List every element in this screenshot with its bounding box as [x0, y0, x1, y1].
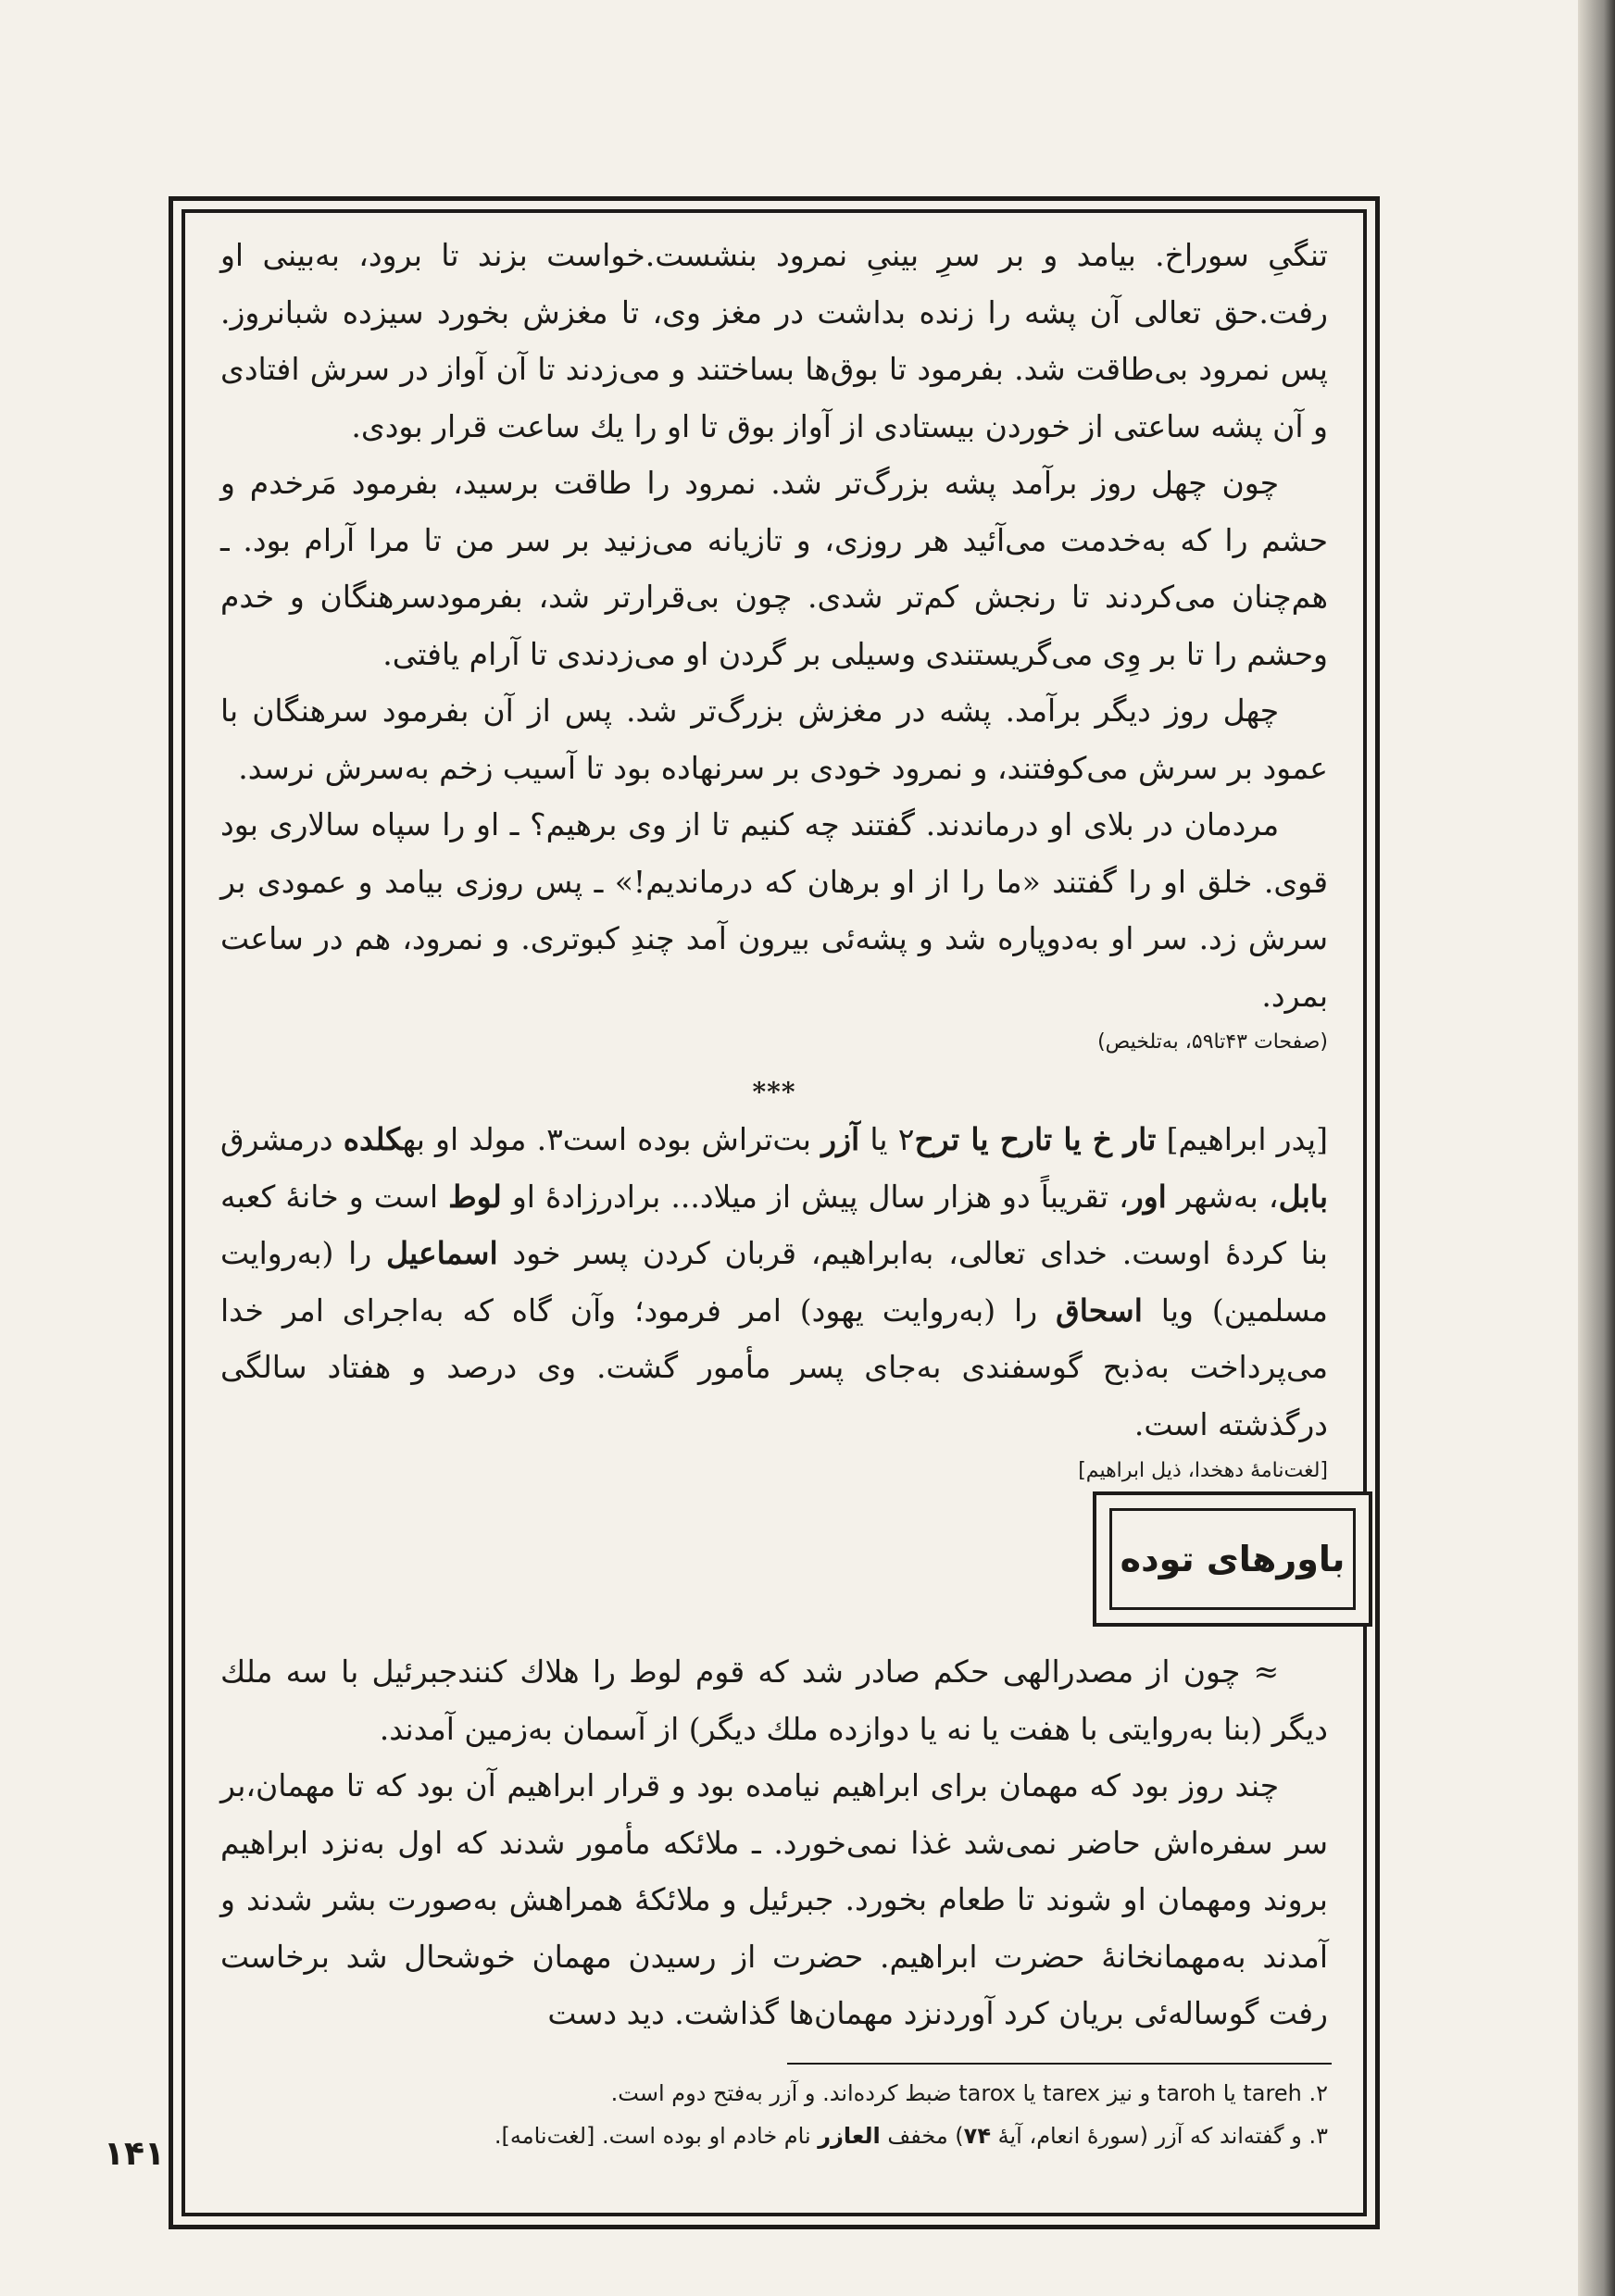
text-run: یا [1216, 2080, 1244, 2106]
text-run: نام خادم او بوده است. [لغت‌نامه]. [494, 2123, 819, 2149]
source-citation-1: (صفحات ۴۳تا۵۹، به‌تلخیص) [1097, 1030, 1328, 1054]
footnote-number: ۲. [1308, 2080, 1328, 2106]
text-run: taroh [1157, 2080, 1217, 2106]
paragraph-folk-1: ≈ چون از مصدرالهی حکم صادر شد که قوم لوط را هلاك کنندجبرئیل با سه ملك دیگر (بنا به‌روایتی با هفت یا نه یا دوازده ملك دیگر) از آسمان به‌زمین آمدند. [220, 1653, 1328, 1747]
section-separator: *** [752, 1077, 796, 1107]
text-run: درمشرق [220, 1121, 344, 1157]
page-number: ۱۴۱ [104, 2135, 165, 2173]
scan-edge [1578, 0, 1615, 2296]
text-run: یا [1015, 2080, 1044, 2106]
text-run: ، تقریباً دو هزار سال پیش از میلاد... برادرزادهٔ او [501, 1178, 1129, 1215]
paragraph-folk-2: چند روز بود که مهمان برای ابراهیم نیامده بود و قرار ابراهیم آن بود که تا مهمان،بر سر سفره‌اش حاضر نمی‌شد غذا نمی‌خورد. ـ ملائکه مأمور شدند که اول به‌نزد ابراهیم بروند ومهمان او شوند تا طعام بخورد. جبرئیل و ملائکهٔ همراهش به‌صورت بشر شدند و آمدند به‌مهمانخانهٔ حضرت ابراهیم. حضرت از رسیدن مهمان خوشحال شد برخاست رفت گوساله‌ئی بریان کرد آوردنزد مهمان‌ها گذاشت. دید دست [220, 1767, 1328, 2031]
paragraph-nimrod-2: چون چهل روز برآمد پشه بزرگ‌تر شد. نمرود را طاقت برسید، بفرمود مَرخدم و حشم را که به‌خدمت می‌آئید هر روزی، و تازیانه می‌زنید بر سر من تا مرا آرام بود. ـ هم‌چنان می‌کردند تا رنجش کم‌تر شدی. چون بی‌قرارتر شد، بفرمودسرهنگان و خدم وحشم را تا بر وِی می‌گریستندی وسیلی بر گردن او می‌زدندی تا آرام یافتی. [220, 465, 1328, 672]
footnotes [220, 2072, 1328, 2157]
text-run: [پدر ابراهیم] [1156, 1121, 1328, 1157]
folk-beliefs-text [220, 1643, 1328, 2042]
paragraph-nimrod-4: مردمان در بلای او درماندند. گفتند چه کنیم تا از وی برهیم؟ ـ او را سپاه سالاری بود قوی. خلق او را گفتند «ما را از او برهان که درماندیم!» ـ پس روزی بیامد و عمودی بر سرش زد. سر او به‌دوپاره شد و پشه‌ئی بیرون آمد چندِ کبوتری. و نمرود، هم در ساعت بمرد. [220, 806, 1328, 1014]
footnote-3 [220, 2115, 1328, 2157]
section-heading: باورهای توده [1109, 1508, 1356, 1610]
text-run: ۲ یا [859, 1121, 915, 1157]
bold-name-ishaq: اسحاق [1056, 1292, 1143, 1329]
source-citation-2: [لغت‌نامهٔ دهخدا، ذیل ابراهیم] [1078, 1459, 1328, 1482]
text-run: ۷۴ [963, 2123, 991, 2149]
text-run: ۳. مولد او به [402, 1121, 563, 1157]
paragraph-nimrod-3: چهل روز دیگر برآمد. پشه در مغزش بزرگ‌تر شد. پس از آن بفرمود سرهنگان با عمود بر سرش می‌کوفتند، و نمرود خودی بر سرنهاده بود تا آسیب زخم به‌سرش نرسد. [220, 693, 1328, 786]
bold-name-chaldea: کلده [343, 1121, 403, 1157]
bold-name-azar: آزر [821, 1121, 860, 1157]
text-run: العازر [818, 2123, 881, 2149]
bold-name-lot: لوط [448, 1178, 502, 1215]
text-run: ) مخفف [880, 2123, 964, 2149]
paragraph-abraham-father [220, 1111, 1328, 1453]
main-text-column [220, 227, 1328, 1490]
section-heading-box [1093, 1491, 1372, 1627]
footnote-divider [787, 2063, 1332, 2065]
text-run: را (به‌روایت یهود) امر فرمود؛ وآن گاه که به‌اجرای امر خدا می‌پرداخت به‌ذبح گوسفندی به‌جای پسر مأمور گشت. وی درصد و هفتاد سالگی درگذشته است. [220, 1292, 1328, 1442]
footnote-number: ۳. [1308, 2123, 1328, 2149]
text-run: و گفته‌اند که آزر (سورهٔ انعام، آیهٔ [990, 2123, 1302, 2149]
footnote-2 [220, 2072, 1328, 2115]
text-run: بت‌تراش بوده است [562, 1121, 822, 1157]
bold-name-ur: اور [1128, 1178, 1167, 1215]
bold-name-babylon: بابل [1278, 1178, 1329, 1215]
text-run: را (به‌روایت مسلمین) ویا [220, 1235, 1328, 1329]
bold-name-tareh: تار خ یا تارح یا ترح [914, 1121, 1157, 1157]
paragraph-nimrod-1: تنگیِ سوراخ. بیامد و بر سرِ بینیِ نمرود بنشست.خواست بزند تا برود، به‌بینی او رفت.حق تعالی آن پشه را زنده بداشت در مغز وی، تا مغزش بخورد سیزده شبانروز. پس نمرود بی‌طاقت شد. بفرمود تا بوق‌ها بساختند و می‌زدند تا آن آواز در سرش افتادی و آن پشه ساعتی از خوردن بیستادی از آواز بوق تا او را یك ساعت قرار بودی. [220, 237, 1328, 444]
text-run: ، به‌شهر [1166, 1178, 1279, 1215]
text-run: و نیز [1100, 2080, 1158, 2106]
text-run: tarex [1043, 2080, 1101, 2106]
text-run: ضبط کرده‌اند. و آزر به‌فتح دوم است. [610, 2080, 959, 2106]
text-run: tareh [1243, 2080, 1302, 2106]
text-run: است و خانهٔ کعبه بنا کردهٔ اوست. خدای تعالی، به‌ابراهیم، قربان کردن پسر خود [220, 1178, 1328, 1271]
text-run: tarox [958, 2080, 1016, 2106]
bold-name-ismail: اسماعیل [386, 1235, 498, 1271]
